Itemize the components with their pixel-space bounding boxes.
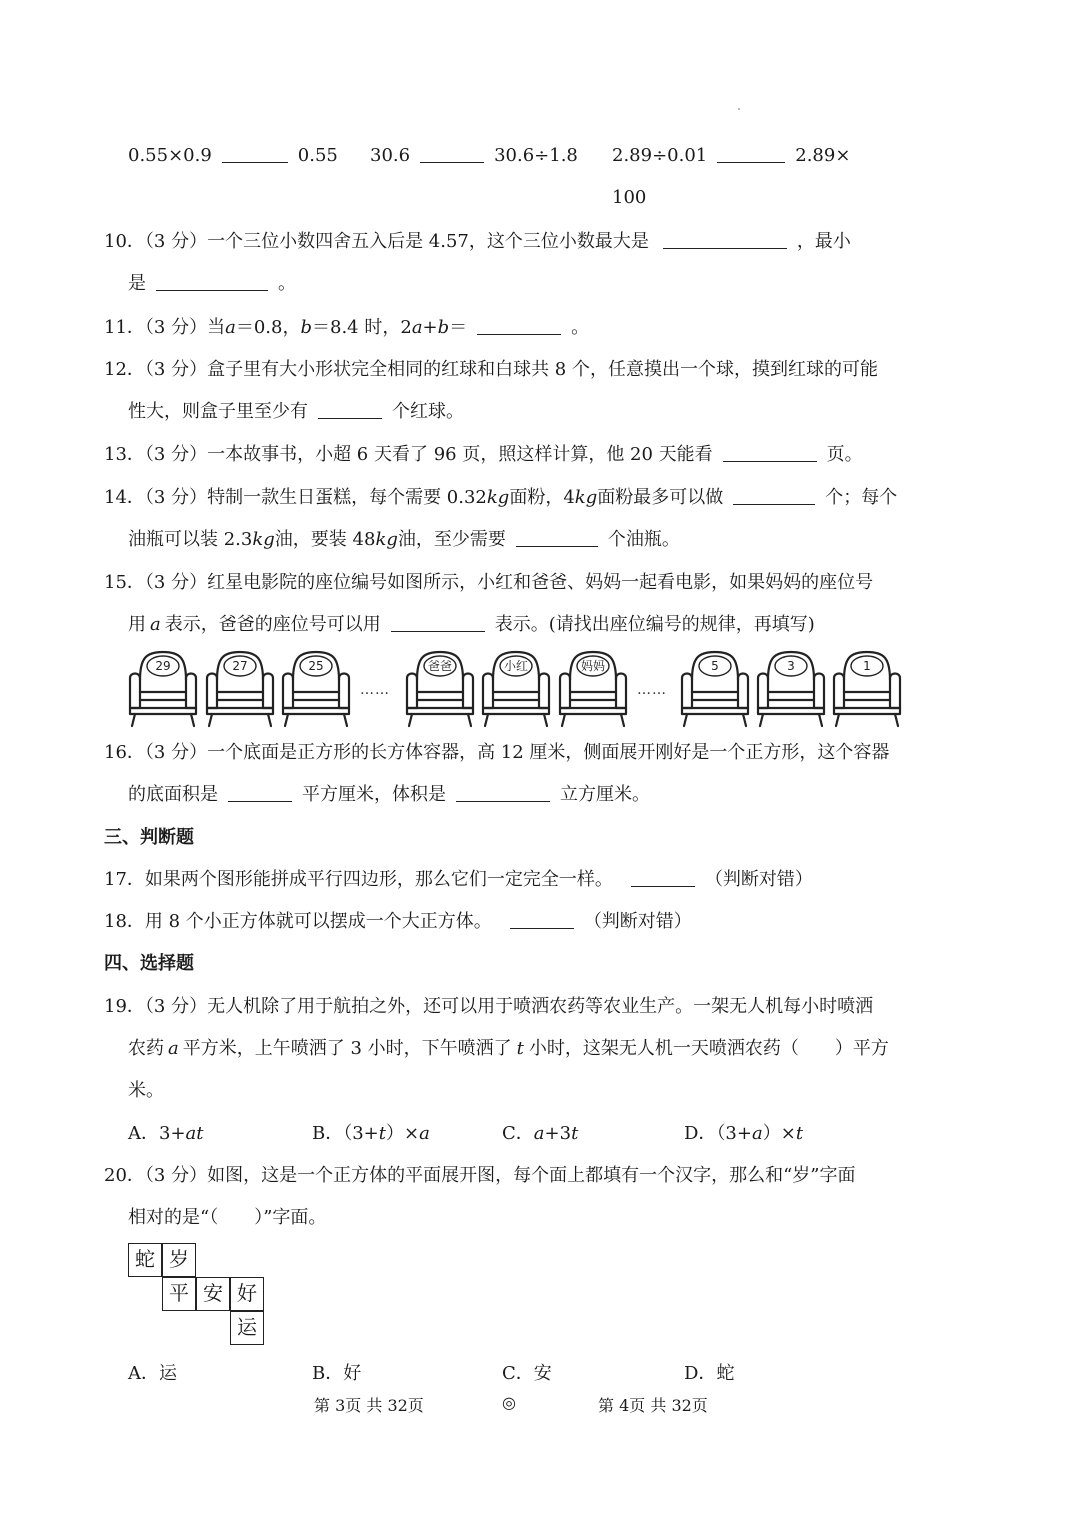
footer-mark: ◎ <box>502 1393 516 1412</box>
question-12-line2: 性大，则盒子里至少有 个红球。 <box>128 401 464 422</box>
answer-blank[interactable] <box>228 783 292 802</box>
seat-diagram <box>126 648 902 730</box>
seat-label: 25 <box>308 659 324 673</box>
answer-blank[interactable] <box>420 144 484 163</box>
question-16: 16．（3 分）一个底面是正方形的长方体容器，高 12 厘米，侧面展开刚好是一个正方形，这个容器 <box>104 742 890 763</box>
question-15: 15．（3 分）红星电影院的座位编号如图所示，小红和爸爸、妈妈一起看电影，如果妈妈的座位号 <box>104 572 874 593</box>
seat-label: 27 <box>232 659 248 673</box>
section-heading-judgement: 三、判断题 <box>104 827 194 848</box>
question-15-line2: 用 a 表示，爸爸的座位号可以用 表示。(请找出座位编号的规律，再填写) <box>128 614 815 635</box>
seat-chair <box>479 648 553 728</box>
answer-blank[interactable] <box>723 443 817 462</box>
q20-option-c[interactable]: C．安 <box>502 1363 552 1384</box>
seat-chair <box>678 648 752 728</box>
seat-chair <box>754 648 828 728</box>
question-19-line2: 农药 a 平方米，上午喷洒了 3 小时，下午喷洒了 t 小时，这架无人机一天喷洒农药（ ）平方 <box>128 1038 889 1059</box>
answer-blank[interactable] <box>733 486 815 505</box>
seat-label: 小红 <box>503 659 529 673</box>
answer-blank[interactable] <box>391 613 485 632</box>
net-cell: 运 <box>230 1311 264 1345</box>
seat-label: 妈妈 <box>580 659 606 673</box>
question-14: 14．（3 分）特制一款生日蛋糕，每个需要 0.32kg面粉，4kg面粉最多可以做 个；每个 <box>104 487 898 508</box>
question-10-line2: 是 。 <box>128 273 296 294</box>
q19-option-b[interactable]: B．（3+t）×a <box>312 1123 430 1144</box>
net-cell: 蛇 <box>128 1243 162 1277</box>
seat-chair <box>203 648 277 728</box>
question-17: 17．如果两个图形能拼成平行四边形，那么它们一定完全一样。 （判断对错） <box>104 869 813 890</box>
q20-option-d[interactable]: D．蛇 <box>684 1363 735 1384</box>
section-heading-choice: 四、选择题 <box>104 953 194 974</box>
seat-chair <box>279 648 353 728</box>
net-cell: 平 <box>162 1277 196 1311</box>
net-cell: 安 <box>196 1277 230 1311</box>
question-19: 19．（3 分）无人机除了用于航拍之外，还可以用于喷洒农药等农业生产。一架无人机每小时喷洒 <box>104 996 874 1017</box>
seat-chair <box>556 648 630 728</box>
question-20-line2: 相对的是“（ ）”字面。 <box>128 1207 327 1228</box>
answer-blank[interactable] <box>717 144 785 163</box>
question-10: 10．（3 分）一个三位小数四舍五入后是 4.57，这个三位小数最大是 ，最小 <box>104 231 851 252</box>
answer-blank[interactable] <box>156 272 268 291</box>
q9-item-b: 30.6 30.6÷1.8 <box>370 145 578 166</box>
answer-blank[interactable] <box>516 528 598 547</box>
question-11: 11．（3 分）当a＝0.8，b＝8.4 时，2a+b＝ 。 <box>104 317 590 338</box>
footer-page-right: 第 4页 共 32页 <box>598 1396 708 1415</box>
question-13: 13．（3 分）一本故事书，小超 6 天看了 96 页，照这样计算，他 20 天能看 页。 <box>104 444 863 465</box>
question-16-line2: 的底面积是 平方厘米，体积是 立方厘米。 <box>128 784 650 805</box>
footer-page-left: 第 3页 共 32页 <box>314 1396 424 1415</box>
answer-blank[interactable] <box>222 144 288 163</box>
answer-blank[interactable] <box>631 868 695 887</box>
q19-option-d[interactable]: D．（3+a）×t <box>684 1123 804 1144</box>
seat-label: 爸爸 <box>427 659 453 673</box>
q19-option-a[interactable]: A．3+at <box>128 1123 204 1144</box>
answer-blank[interactable] <box>318 400 382 419</box>
q9-item-a: 0.55×0.9 0.55 <box>128 145 338 166</box>
q20-option-a[interactable]: A．运 <box>128 1363 177 1384</box>
speck <box>738 108 740 110</box>
question-19-line3: 米。 <box>128 1080 164 1101</box>
net-cell: 岁 <box>162 1243 196 1277</box>
q9-item-c: 2.89÷0.01 2.89× <box>612 145 851 166</box>
answer-blank[interactable] <box>510 910 574 929</box>
net-cell: 好 <box>230 1277 264 1311</box>
q20-option-b[interactable]: B．好 <box>312 1363 362 1384</box>
answer-blank[interactable] <box>477 316 561 335</box>
q19-option-c[interactable]: C．a+3t <box>502 1123 579 1144</box>
seat-label: 1 <box>863 659 871 673</box>
seat-chair <box>403 648 477 728</box>
seat-label: 3 <box>787 659 795 673</box>
ellipsis-right: …… <box>637 682 667 698</box>
q9-continuation: 100 <box>612 187 647 208</box>
question-18: 18．用 8 个小正方体就可以摆成一个大正方体。 （判断对错） <box>104 911 692 932</box>
seat-label: 29 <box>155 659 171 673</box>
question-14-line2: 油瓶可以装 2.3kg油，要装 48kg油，至少需要 个油瓶。 <box>128 529 680 550</box>
ellipsis-left: …… <box>360 682 390 698</box>
question-20: 20．（3 分）如图，这是一个正方体的平面展开图，每个面上都填有一个汉字，那么和“岁”字面 <box>104 1165 856 1186</box>
answer-blank[interactable] <box>456 783 550 802</box>
seat-chair <box>126 648 200 728</box>
seat-label: 5 <box>711 659 719 673</box>
answer-blank[interactable] <box>663 230 787 249</box>
seat-chair <box>830 648 904 728</box>
question-12: 12．（3 分）盒子里有大小形状完全相同的红球和白球共 8 个，任意摸出一个球，摸到红球的可能 <box>104 359 878 380</box>
